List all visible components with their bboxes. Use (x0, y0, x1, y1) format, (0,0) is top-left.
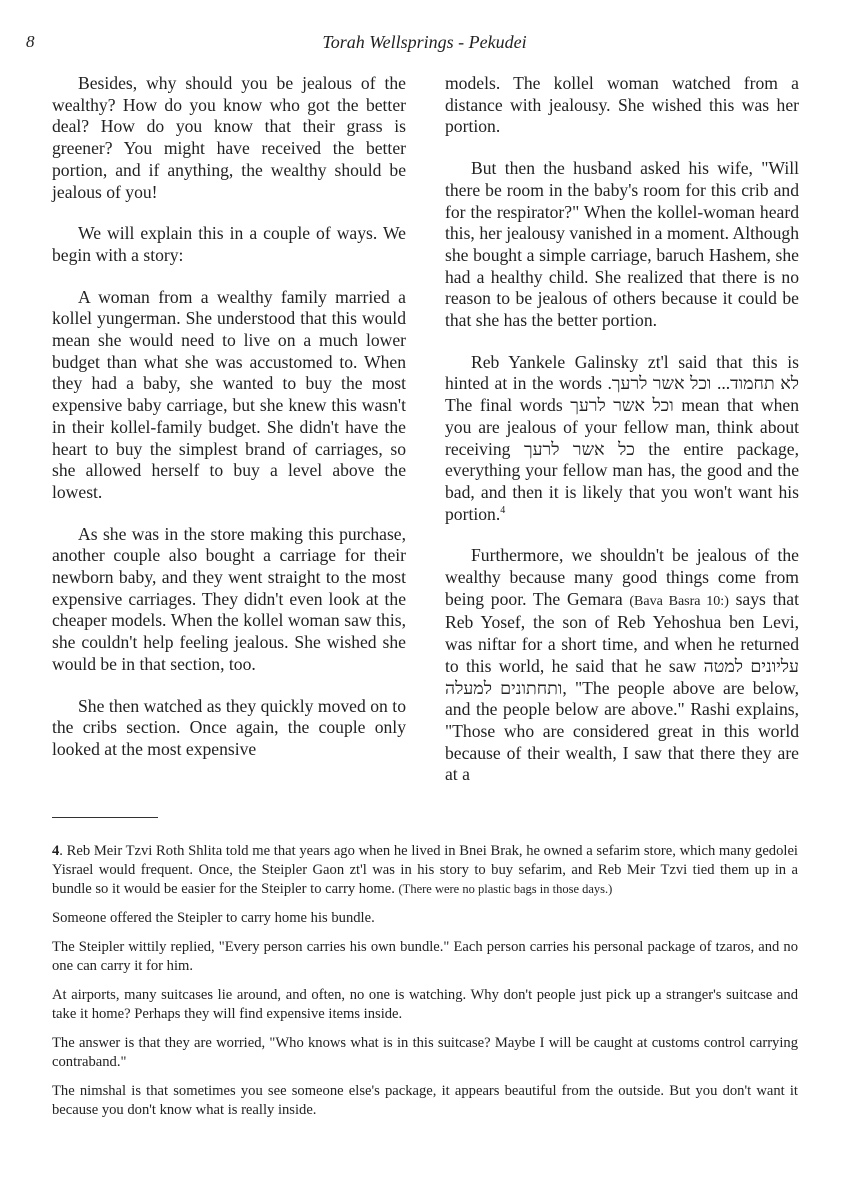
text: the entire package, everything your fellow man has, the good and the bad, and then it is likely that you won't want his portion. (445, 438, 799, 524)
text: says that Reb Yosef, the son of Reb Yehoshua ben Levi, was niftar for a short time, and when he returned to this world, he said that he saw (445, 588, 799, 676)
text: , "The people above are below, and the people below are above." Rashi explains, "Those who are considered great in this world because of their wealth, I saw that there they are at a (445, 677, 799, 785)
paragraph: But then the husband asked his wife, "Will there be room in the baby's room for this crib and for the respirator?" When the kollel-woman heard this, her jealousy vanished in a moment. Although she bought a simple carriage, baruch Hashem, she had a healthy child. She realized that there is no reason to be jealous of others because it could be that she has the better portion. (445, 158, 799, 331)
hebrew-text: עליונים למטה ותחתונים למעלה (445, 655, 799, 698)
footnote-number: 4 (52, 843, 60, 859)
footnote (52, 842, 798, 899)
page-number: 8 (26, 32, 35, 51)
footnote-divider (52, 817, 158, 818)
footnotes (52, 842, 798, 1130)
hebrew-text: וכל אשר לרעך (570, 395, 674, 416)
footnote-paragraph: The nimshal is that sometimes you see someone else's package, it appears beautiful from the outside. But you don't want it because you don't know what is really inside. (52, 1083, 798, 1118)
paragraph: We will explain this in a couple of ways. We begin with a story: (52, 223, 406, 265)
hebrew-text: כל אשר לרעך (523, 438, 635, 459)
footnote-paragraph: The answer is that they are worried, "Who knows what is in this suitcase? Maybe I will be caught at customs control carrying contraband." (52, 1035, 798, 1070)
paragraph: As she was in the store making this purchase, another couple also bought a carriage for their newborn baby, and they went straight to the most expensive carriages. They didn't even look at the cheaper models. When the kollel woman saw this, she couldn't help feeling jealous. She wished she would be in that section, too. (52, 523, 406, 674)
footnote-paragraph: The Steipler wittily replied, "Every person carries his own bundle." Each person carries his personal package of tzaros, and no one can carry it for him. (52, 939, 798, 974)
paragraph: Besides, why should you be jealous of the wealthy? How do you know who got the better deal? How do you know that their grass is greener? You might have received the better portion, and if anything, the wealthy should be jealous of you! (52, 73, 406, 202)
text: Furthermore, we shouldn't be jealous of the wealthy because many good things come from being poor. The Gemara (445, 545, 799, 609)
text: . Reb Meir Tzvi Roth Shlita told me that years ago when he lived in Bnei Brak, he owned a sefarim store, which many gedolei Yisrael would frequent. Once, the Steipler Gaon zt'l was in his story to buy sefarim, and Reb Meir Tzvi tied them up in a bundle so it would be easier for the Steipler to carry home. (52, 843, 798, 897)
footnote-paragraph: Someone offered the Steipler to carry home his bundle. (52, 910, 375, 926)
paragraph: models. The kollel woman watched from a distance with jealousy. She wished this was her portion. (445, 73, 799, 137)
left-column (52, 73, 406, 781)
source-citation: (Bava Basra 10:) (629, 593, 729, 609)
text: (There were no plastic bags in those days.) (398, 882, 613, 896)
paragraph (445, 545, 799, 786)
footnote-paragraph: At airports, many suitcases lie around, and often, no one is watching. Why don't people just pick up a stranger's suitcase and take it home? Perhaps they will find expensive items inside. (52, 987, 798, 1022)
paragraph (445, 352, 799, 526)
right-column (445, 73, 799, 806)
footnote-ref[interactable]: 4 (500, 504, 506, 516)
running-header (0, 32, 849, 56)
text: Reb Yankele Galinsky zt'l said that this is hinted at in the words (445, 351, 799, 394)
hebrew-text: לא תחמוד... וכל אשר לרעך. (607, 373, 799, 394)
paragraph: She then watched as they quickly moved on to the cribs section. Once again, the couple only looked at the most expensive (52, 695, 406, 759)
text: The final words (445, 395, 571, 416)
running-title: Torah Wellsprings - Pekudei (322, 32, 527, 52)
paragraph: A woman from a wealthy family married a kollel yungerman. She understood that this would mean she would need to live on a much lower budget than what she was accustomed to. When they had a baby, she wanted to buy the most expensive baby carriage, but she knew this wasn't in their kollel-family budget. She didn't have the heart to buy the simplest brand of carriages, so she allowed herself to buy a level above the lowest. (52, 286, 406, 502)
text: mean that when you are jealous of your fellow man, think about receiving (445, 395, 799, 459)
